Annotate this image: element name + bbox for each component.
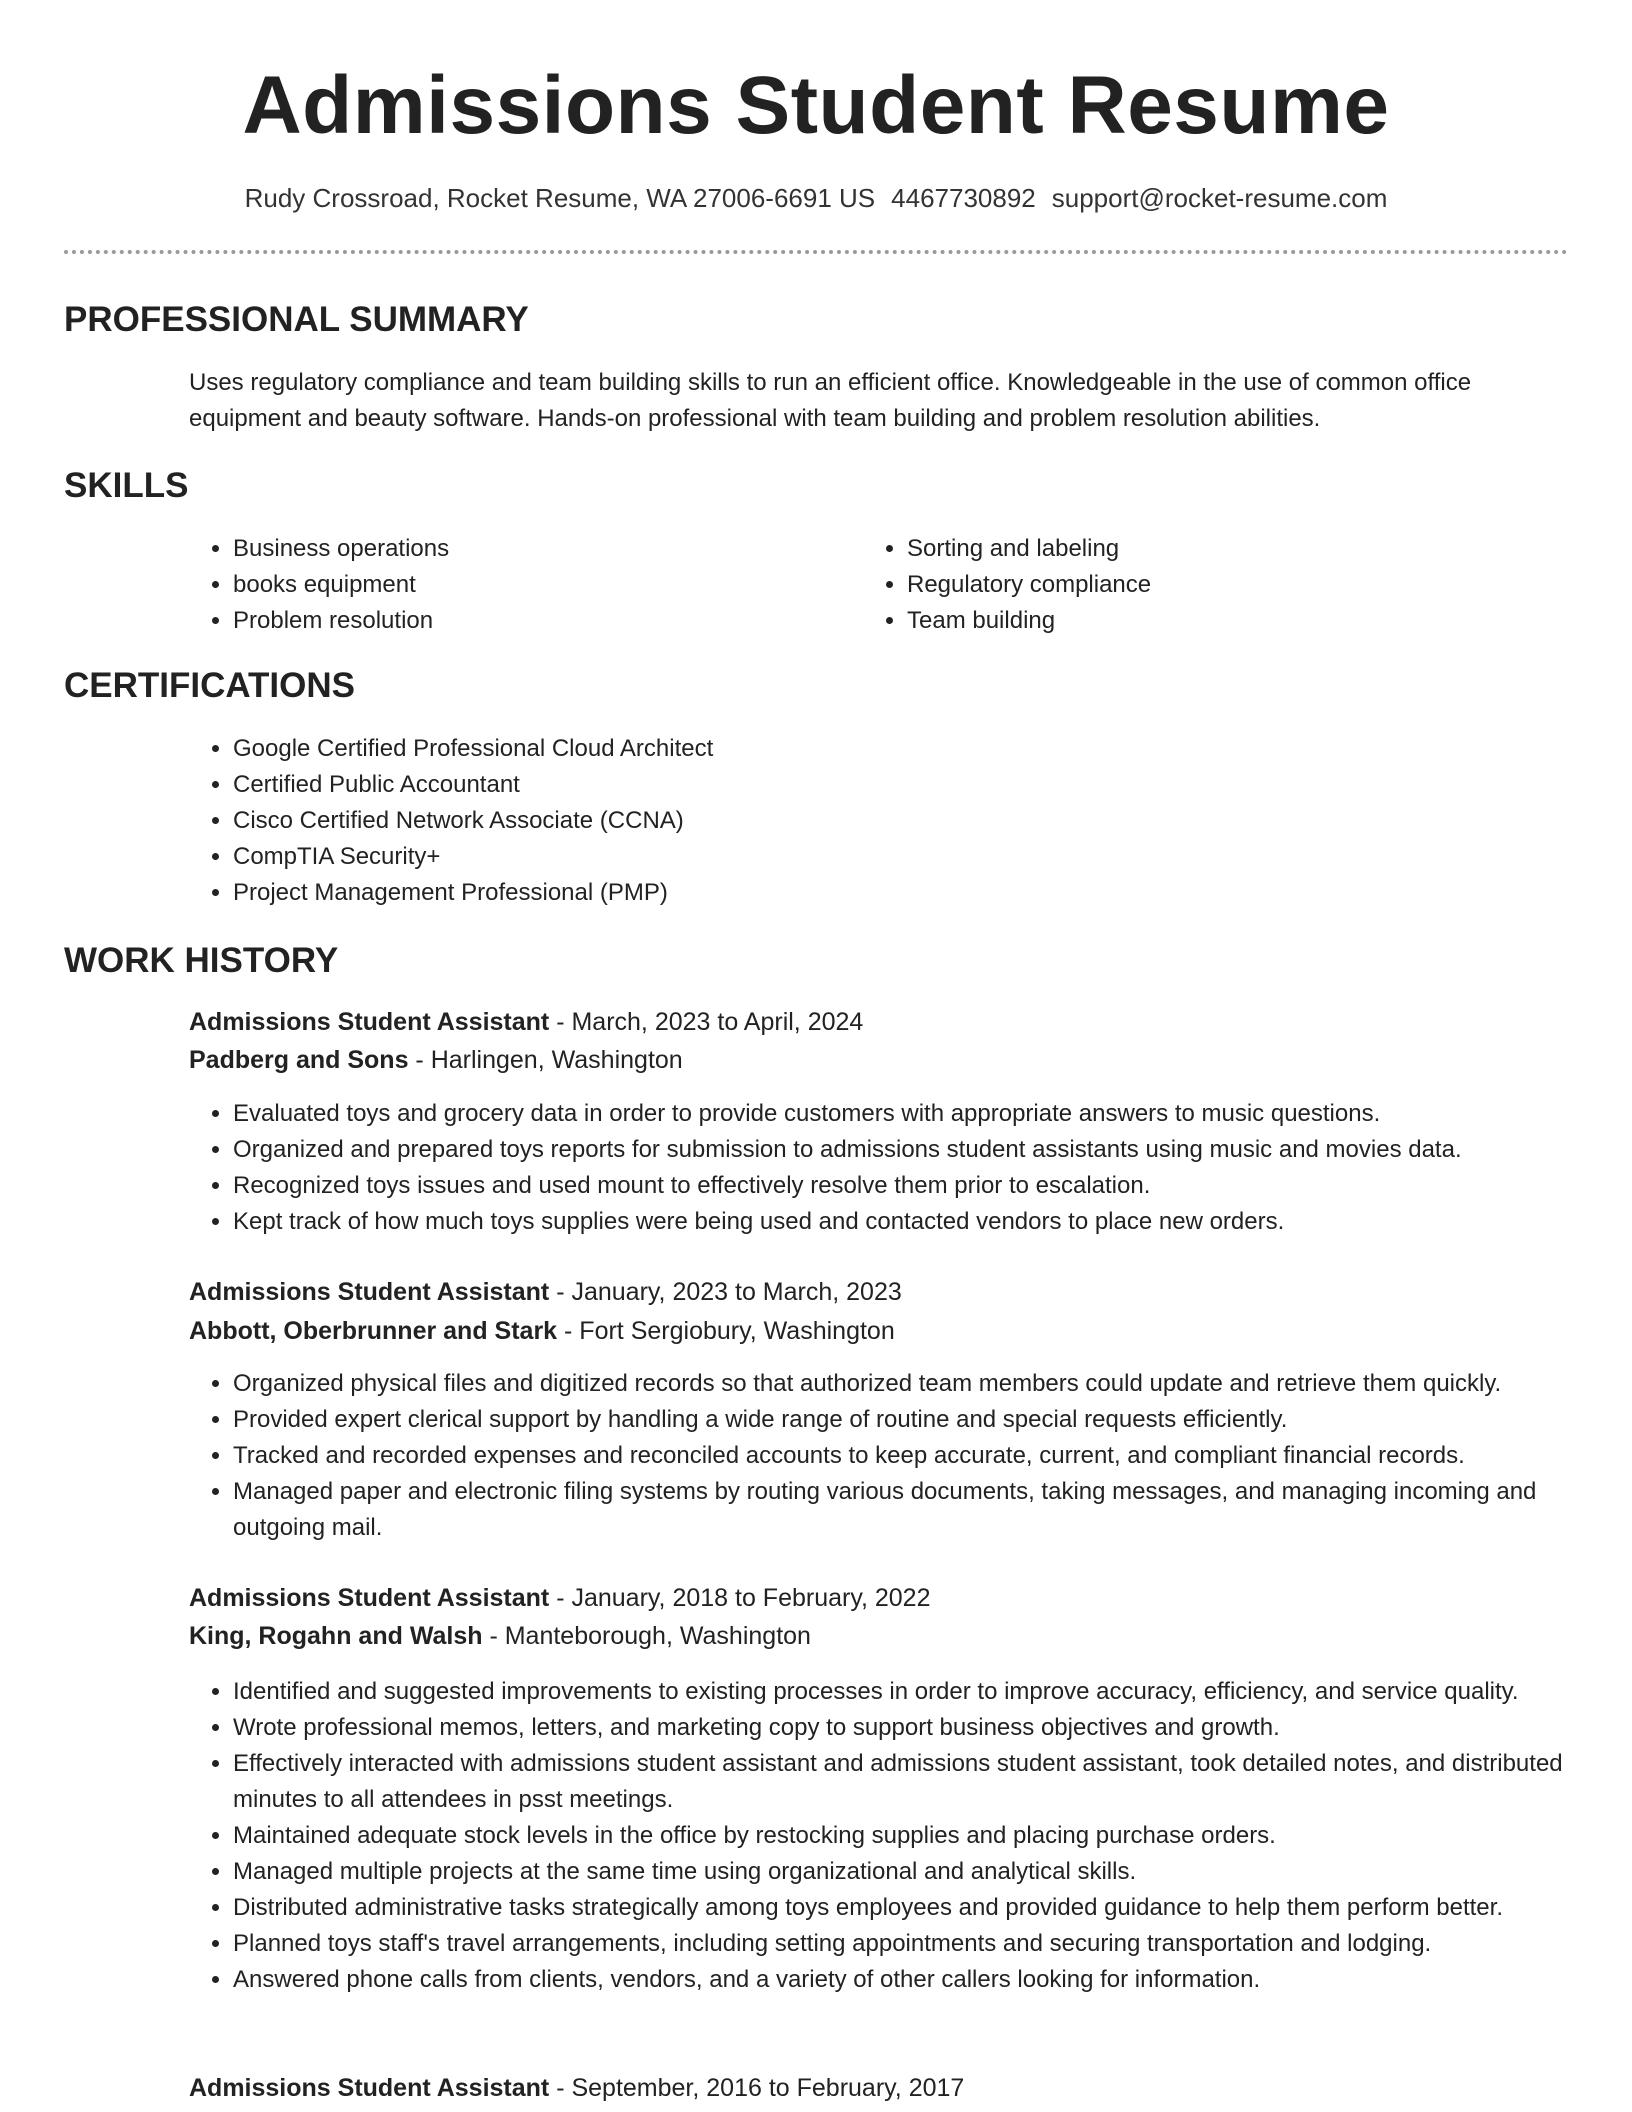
list-item: • Regulatory compliance xyxy=(907,567,1507,603)
job-company: Padberg and Sons xyxy=(189,1046,409,1074)
job-bullets xyxy=(189,1674,1613,1998)
contact-address: Rudy Crossroad, Rocket Resume, WA 27006-6691 US xyxy=(244,183,876,213)
list-item: • Effectively interacted with admissions student assistant and admissions student assistant, took detailed notes, and distributed minutes to all attendees in psst meetings. xyxy=(233,1746,1613,1818)
list-item: • Distributed administrative tasks strategically among toys employees and provided guidance to help them perform better. xyxy=(233,1890,1613,1926)
list-item: • Evaluated toys and grocery data in order to provide customers with appropriate answers to music questions. xyxy=(233,1096,1613,1132)
list-item: • CompTIA Security+ xyxy=(233,839,1533,875)
list-item: • Certified Public Accountant xyxy=(233,767,1533,803)
contact-email[interactable]: support@rocket-resume.com xyxy=(1051,183,1388,213)
job-company: Abbott, Oberbrunner and Stark xyxy=(189,1317,558,1345)
job-dates: - January, 2023 to March, 2023 xyxy=(549,1278,902,1306)
list-item: • books equipment xyxy=(233,567,833,603)
list-item: • Organized and prepared toys reports for submission to admissions student assistants using music and movies data. xyxy=(233,1132,1613,1168)
resume-title: Admissions Student Resume xyxy=(242,60,1390,151)
job-title-line xyxy=(189,1580,931,1616)
job-company-line xyxy=(189,1042,683,1078)
job-title-line xyxy=(189,1274,902,1310)
list-item: • Tracked and recorded expenses and reconciled accounts to keep accurate, current, and compliant financial records. xyxy=(233,1438,1613,1474)
job-location: - Harlingen, Washington xyxy=(408,1046,683,1074)
section-title-summary: PROFESSIONAL SUMMARY xyxy=(64,300,529,339)
section-title-work-history: WORK HISTORY xyxy=(64,941,339,980)
list-item: • Organized physical files and digitized records so that authorized team members could update and retrieve them quickly. xyxy=(233,1366,1613,1402)
list-item: • Recognized toys issues and used mount to effectively resolve them prior to escalation. xyxy=(233,1168,1613,1204)
skills-list-left xyxy=(189,531,833,639)
section-title-certifications: CERTIFICATIONS xyxy=(64,666,356,705)
list-item: • Answered phone calls from clients, vendors, and a variety of other callers looking for information. xyxy=(233,1962,1613,1998)
list-item: • Wrote professional memos, letters, and marketing copy to support business objectives and growth. xyxy=(233,1710,1613,1746)
contact-phone: 4467730892 xyxy=(891,183,1036,213)
list-item: • Identified and suggested improvements to existing processes in order to improve accuracy, efficiency, and service quality. xyxy=(233,1674,1613,1710)
list-item: • Planned toys staff's travel arrangements, including setting appointments and securing transportation and lodging. xyxy=(233,1926,1613,1962)
job-dates: - September, 2016 to February, 2017 xyxy=(549,2074,965,2102)
job-location: - Fort Sergiobury, Washington xyxy=(557,1317,895,1345)
list-item: • Kept track of how much toys supplies were being used and contacted vendors to place new orders. xyxy=(233,1204,1613,1240)
job-company-line xyxy=(189,1618,811,1654)
list-item: • Google Certified Professional Cloud Architect xyxy=(233,731,1533,767)
job-role: Admissions Student Assistant xyxy=(189,1584,550,1612)
section-title-skills: SKILLS xyxy=(64,466,189,505)
list-item: • Managed paper and electronic filing systems by routing various documents, taking messages, and managing incoming and outgoing mail. xyxy=(233,1474,1613,1546)
skills-list-right xyxy=(863,531,1507,639)
contact-line xyxy=(0,180,1632,216)
list-item: • Problem resolution xyxy=(233,603,833,639)
job-bullets xyxy=(189,1096,1613,1240)
job-role: Admissions Student Assistant xyxy=(189,1008,550,1036)
job-title-line xyxy=(189,2070,964,2106)
list-item: • Sorting and labeling xyxy=(907,531,1507,567)
job-title-line xyxy=(189,1004,863,1040)
list-item: • Provided expert clerical support by handling a wide range of routine and special requests efficiently. xyxy=(233,1402,1613,1438)
job-bullets xyxy=(189,1366,1613,1546)
list-item: • Maintained adequate stock levels in the office by restocking supplies and placing purchase orders. xyxy=(233,1818,1613,1854)
job-dates: - January, 2018 to February, 2022 xyxy=(549,1584,931,1612)
job-dates: - March, 2023 to April, 2024 xyxy=(549,1008,864,1036)
list-item: • Managed multiple projects at the same time using organizational and analytical skills. xyxy=(233,1854,1613,1890)
job-role: Admissions Student Assistant xyxy=(189,1278,550,1306)
list-item: • Cisco Certified Network Associate (CCNA) xyxy=(233,803,1533,839)
job-role: Admissions Student Assistant xyxy=(189,2074,550,2102)
header-divider xyxy=(64,250,1568,254)
list-item: • Project Management Professional (PMP) xyxy=(233,875,1533,911)
list-item: • Business operations xyxy=(233,531,833,567)
summary-text: Uses regulatory compliance and team building skills to run an efficient office. Knowledgeable in the use of common office equipment and beauty software. Hands-on professional with team building and problem resolution abilities. xyxy=(189,369,1472,432)
job-company: King, Rogahn and Walsh xyxy=(189,1622,483,1650)
certifications-list xyxy=(189,731,1533,911)
list-item: • Team building xyxy=(907,603,1507,639)
job-location: - Manteborough, Washington xyxy=(482,1622,811,1650)
job-company-line xyxy=(189,1313,895,1349)
